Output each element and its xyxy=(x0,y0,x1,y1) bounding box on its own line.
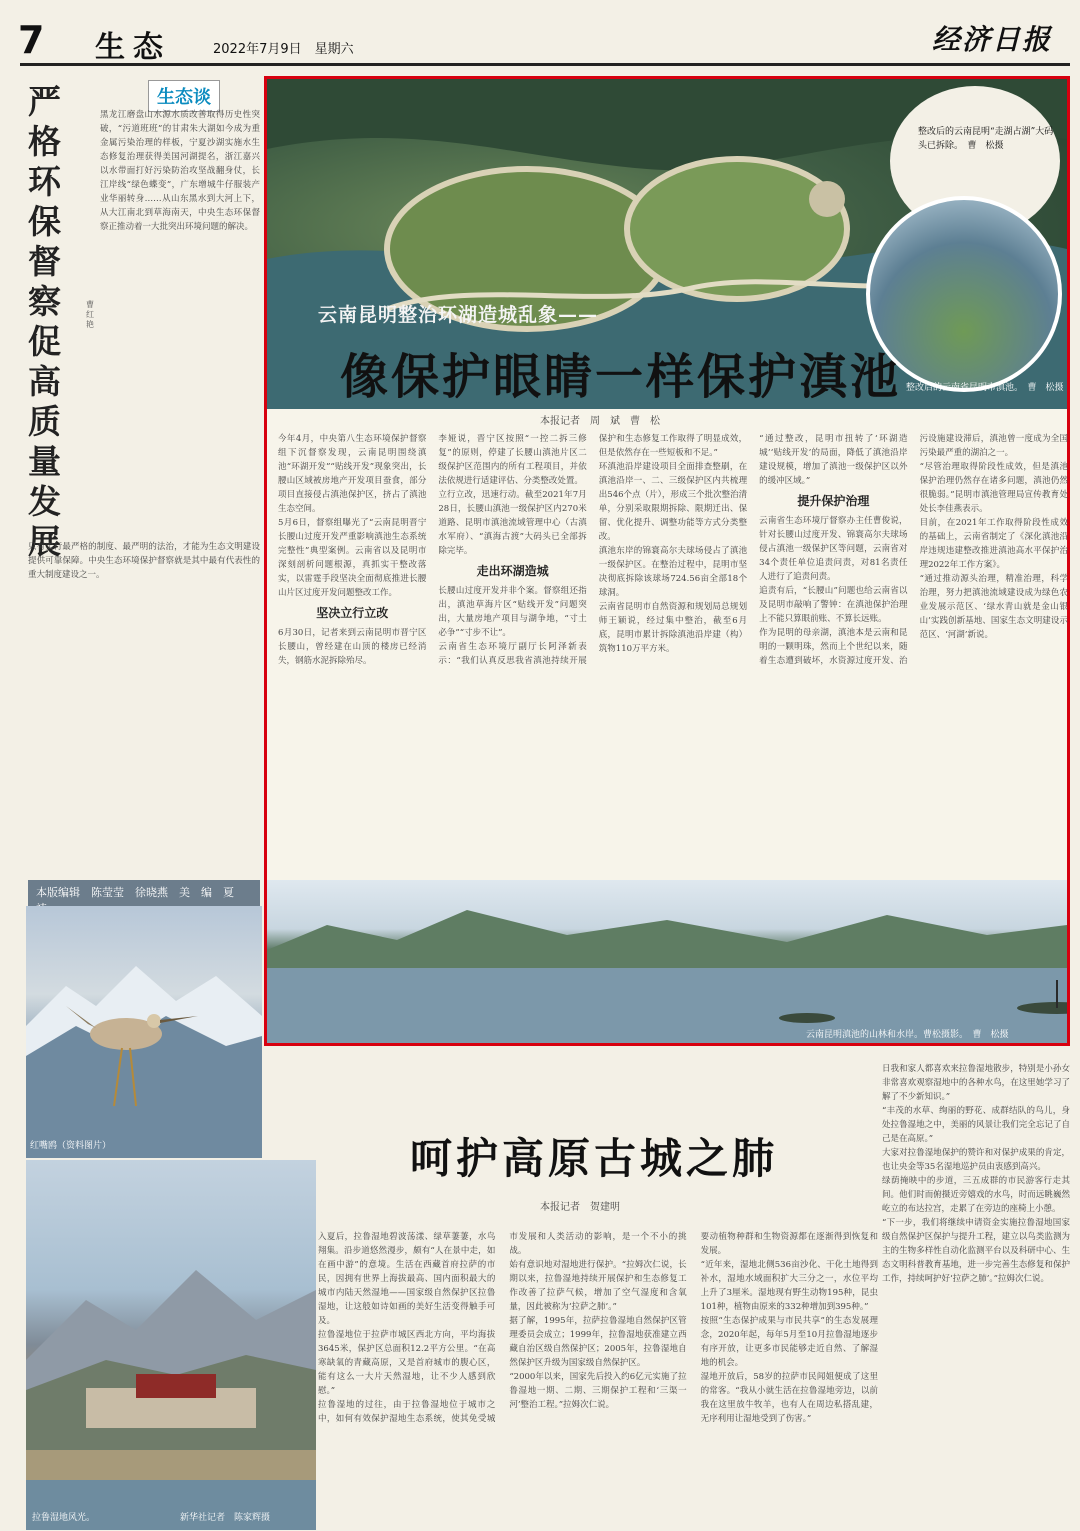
feature-paragraph: 云南省生态环境厅督察办主任曹俊说，针对长腰山过度开发、锦寰高尔夫球场侵占滇池一级保护区等问题，云南省对34个责任单位追责问责，对81名责任人进行了追责问责。 xyxy=(759,516,908,582)
lake-landscape-illustration xyxy=(267,880,1067,1043)
feature-paragraph: “尽管治理取得阶段性成效，但是滇池保护治理仍然存在诸多问题，滇池仍然很脆弱。”昆明市滇池管理局宣传教育处处长李佳燕表示。 xyxy=(919,462,1068,514)
potala-photo xyxy=(26,1160,316,1530)
feature-paragraph: “通过推动源头治理，精准治理，科学治理，努力把滇池流域建设成为绿色农业发展示范区、‘绿水青山就是金山银山’实践创新基地、国家生态文明建设示范区、‘河湖’新说。 xyxy=(919,574,1068,640)
bottom-paragraph: 大家对拉鲁湿地保护的赞许和对保护成果的肯定，也让央金等35名湿地巡护员由衷感到高兴。 xyxy=(882,1148,1070,1172)
bottom-paragraph: 绿荫掩映中的步道，三五成群的市民游客行走其间。他们时而俯摄近旁嬉戏的水鸟，时而远眺巍然屹立的布达拉宫，走累了在旁边的座椅上小憩。 xyxy=(882,1176,1070,1214)
feature-subhead-3: 提升保护治理 xyxy=(797,494,870,508)
column-tag: 生态谈 xyxy=(148,80,220,112)
feature-paragraph: 滇池东岸的锦寰高尔夫球场侵占了滇池一级保护区。在整治过程中，昆明市坚决彻底拆除该球场724.56亩全部18个球洞。 xyxy=(598,546,748,598)
feature-paragraph: 5月6日，督察组曝光了“云南昆明晋宁长腰山过度开发严重影响滇池生态系统完整性”典型案例。云南省以及昆明市深刻剖析问题根源，真抓实干整改落实，以雷霆手段坚决全面彻底推进长腰山片区过度开发问题整改工作。 xyxy=(278,518,427,598)
feature-paragraph: 环滇池沿岸建设项目全面排查整刷，在滇池沿岸一、二、三级保护区内共梳理出546个点（片），形成三个批次整治清单，分别采取限期拆除、限期迁出、保留、优化提升、调整功能等方式分类整改。 xyxy=(598,462,748,542)
feature-paragraph: 6月30日，记者来到云南昆明市晋宁区长腰山，曾经建在山顶的楼房已经消失，钢筋水泥拆除殆尽。 xyxy=(278,628,427,666)
feature-paragraph: 立行立改，迅速行动。截至2021年7月28日，长腰山滇池一级保护区内270米道路、昆明市滇池流域管理中心（古滇水军府）、“滇海古渡”大码头已全部拆除完毕。 xyxy=(438,490,587,556)
bird-photo xyxy=(26,906,262,1158)
feature-subhead-2: 走出环湖造城 xyxy=(476,564,549,578)
page-number: 7 xyxy=(18,18,45,62)
feature-body xyxy=(278,432,1068,882)
feature-paragraph: 云南省昆明市自然资源和规划局总规划师王颖说，经过集中整治，截至6月底，昆明市累计拆除滇池沿岸建（构）筑物110万平方米。 xyxy=(598,602,748,654)
bottom-paragraph: 拉鲁湿地位于拉萨市城区西北方向，平均海拔3645米，保护区总面积12.2平方公里。“在高寒缺氧的青藏高原，又是首府城市的腹心区，能有这么一大片天然湿地，让不少人感到欣慰。” xyxy=(318,1330,496,1396)
feature-paragraph: 目前，在2021年工作取得阶段性成效的基础上，云南省制定了《深化滇池沿岸违规违建整改推进滇池高水平保护治理2022年工作方案》。 xyxy=(919,518,1068,570)
feature-paragraph: 今年4月，中央第八生态环境保护督察组下沉督察发现，云南昆明围绕滇池“环湖开发”“贴线开发”现象突出，长腰山区域被房地产开发项目蚕食，部分项目直接侵占滇池保护区，挤占了滇池生态空间。 xyxy=(278,434,427,514)
section-name: 生态 xyxy=(95,30,171,65)
bottom-paragraph: 拉鲁湿地的过往，由于拉鲁湿地位于城市之中，如何有效保护湿地生态系统，使其免受城市发展和人类活动的影响，是一个不小的挑战。 xyxy=(318,1232,687,1424)
feature-headline: 像保护眼睛一样保护滇池 xyxy=(340,349,902,405)
bottom-paragraph: “近年来，湿地北侧536亩沙化、干化土地得到补水，湿地水域面积扩大三分之一，水位平均上升了3厘米。湿地现有野生动物195种，昆虫101种，植物由原来的332种增加到395种。” xyxy=(700,1260,878,1312)
potala-illustration xyxy=(26,1160,316,1530)
feature-subhead-1: 坚决立行立改 xyxy=(316,606,389,620)
commentary-paragraph-1: 黑龙江磨盘山水源水质改善取得历史性突破，“污道班班”的甘肃朱大湖如今成为重金属污染治理的样板，宁夏沙湖实施水生态修复治理获得美国河湖提名，浙江嘉兴以水带面打好污染防治攻坚战翻身仗，长江岸线“绿色蝶变”，广东增城牛仔服装产业华丽转身……从山东黑水到大河上下，从大江南北到草海南天，中央生态环保督察正推动着一大批突出环境问题的解决。 xyxy=(100,110,260,232)
commentary-byline: 曹红艳 xyxy=(86,300,94,329)
bottom-paragraph: 始有意识地对湿地进行保护。“拉姆次仁说，长期以来，拉鲁湿地持续开展保护和生态修复工作改善了拉萨气候，增加了空气湿度和含氧量，因此被称为‘拉萨之肺’。” xyxy=(509,1260,687,1312)
bottom-article-continued xyxy=(882,1062,1070,1522)
paper-logo: 经济日报 xyxy=(931,23,1052,56)
feature-paragraph: 作为昆明的母亲湖，滇池本是云南和昆明的一颗明珠，然而上个世纪以来，随着生态遭到破坏，水资源过度开发、治污设施建设滞后，滇池曾一度成为全国污染最严重的湖泊之一。 xyxy=(759,434,1068,666)
masthead xyxy=(20,14,1070,66)
bottom-paragraph: “丰茂的水草、绚丽的野花、成群结队的鸟儿，身处拉鲁湿地之中，美丽的风景让我们完全忘记了自己是在高原。” xyxy=(882,1106,1070,1144)
feature-paragraph: 云南省生态环境厅副厅长阿泽新表示：“我们认真反思我省滇池持续开展保护和生态修复工作取得了明显成效，但是依然存在一些短板和不足。” xyxy=(438,434,748,666)
lake-photo-caption: 云南昆明滇池的山林和水岸。曹松摄影。 曹 松摄 xyxy=(806,1030,1009,1040)
lake-circle-photo-caption: 整改后的云南省昆明市滇池。 曹 松摄 xyxy=(906,383,1064,393)
potala-photo-credit: 新华社记者 陈家辉摄 xyxy=(180,1513,271,1523)
feature-byline: 本报记者 周 斌 曹 松 xyxy=(540,416,660,427)
bottom-paragraph: 要动植物种群和生物资源都在逐渐得到恢复和发展。 xyxy=(700,1232,878,1256)
feature-paragraph: 李娅说，晋宁区按照“一控二拆三修复”的原则，停建了长腰山滇池片区二级保护区范围内的所有工程项目，并依法依规进行适建评估、分类整改处置。 xyxy=(438,434,587,486)
feature-paragraph: 追责有后，“长腰山”问题也给云南省以及昆明市敲响了警钟：在滇池保护治理上不能只算眼前账、不算长远账。 xyxy=(759,586,908,624)
bottom-paragraph: “2000年以来，国家先后投入约6亿元实施了拉鲁湿地一期、二期、三期保护工程和‘三渠一河’整治工程。”拉姆次仁说。 xyxy=(509,1372,687,1410)
aerial-photo-caption: 整改后的云南昆明“走湖占湖”大码头已拆除。 曹 松摄 xyxy=(918,127,1054,151)
bottom-paragraph: 按照“生态保护成果与市民共享”的生态发展理念，2020年起，每年5月至10月拉鲁湿地逐步有序开放，让更多市民能够走近自然、了解湿地的机会。 xyxy=(700,1316,878,1368)
edit-credits: 本版编辑 陈莹莹 徐晓燕 美 编 夏 xyxy=(28,880,260,920)
bottom-paragraph: 湿地开放后，58岁的拉萨市民闻姐便成了这里的常客。“我从小就生活在拉鲁湿地旁边，以前我在这里放牛牧羊，也有人在周边私搭乱建，无序利用让湿地受到了伤害。” xyxy=(700,1372,878,1424)
feature-kicker: 云南昆明整治环湖造城乱象—— xyxy=(318,304,599,326)
bottom-article-body xyxy=(318,1230,878,1522)
bottom-paragraph: “下一步，我们将继续申请资金实施拉鲁湿地国家级自然保护区保护与提升工程，建立以鸟类监测为主的生物多样性自动化监测平台以及科研中心、生态文明科普教育基地，进一步完善生态修复和保护工作，持续呵护好‘拉萨之肺’。”拉姆次仁说。 xyxy=(882,1218,1070,1284)
commentary-title: 严格环保督察促高质量发展 xyxy=(28,82,61,561)
bottom-paragraph: 入夏后，拉鲁湿地碧波荡漾、绿草萋萋，水鸟翔集。沿步道悠然漫步，颇有“人在景中走，如在画中游”的意境。生活在西藏首府拉萨的市民，因拥有世界上海拔最高、国内面积最大的城市内陆天然湿地——国家级自然保护区拉鲁湿地，让这般如诗如画的美好生活变得触手可及。 xyxy=(318,1232,496,1326)
feature-paragraph: 长腰山过度开发并非个案。督察组还指出，滇池草海片区“贴线开发”问题突出，大量房地产项目与湖争地，“寸土必争”“寸步不让”。 xyxy=(438,586,587,638)
bird-photo-caption: 红嘴鸥（资料图片） xyxy=(30,1141,112,1151)
bottom-paragraph: 日我和家人都喜欢来拉鲁湿地散步，特别是小孙女非常喜欢观察湿地中的各种水鸟，在这里她学习了解了不少新知识。” xyxy=(882,1064,1070,1102)
bottom-paragraph: 据了解，1995年，拉萨拉鲁湿地自然保护区管理委员会成立；1999年，拉鲁湿地获准建立西藏自治区级自然保护区；2005年，拉鲁湿地自然保护区升级为国家级自然保护区。 xyxy=(509,1316,687,1368)
bird-photo-illustration xyxy=(26,906,262,1158)
bottom-article-title: 呵护高原古城之肺 xyxy=(410,1134,779,1183)
commentary-paragraph-2: 只有实行最严格的制度、最严明的法治，才能为生态文明建设提供可靠保障。中央生态环境保护督察就是其中最有代表性的重大制度建设之一。 xyxy=(28,542,260,580)
publication-date: 2022年7月9日 星期六 xyxy=(213,42,354,57)
lake-landscape-photo xyxy=(267,880,1067,1043)
potala-photo-caption: 拉鲁湿地风光。 xyxy=(32,1513,96,1523)
feature-paragraph: “通过整改，昆明市扭转了‘环湖造城’‘贴线开发’的局面，降低了滇池沿岸建设规模，增加了滇池一级保护区以外的缓冲区域。” xyxy=(759,434,908,486)
bottom-article-byline: 本报记者 贺建明 xyxy=(540,1202,620,1213)
